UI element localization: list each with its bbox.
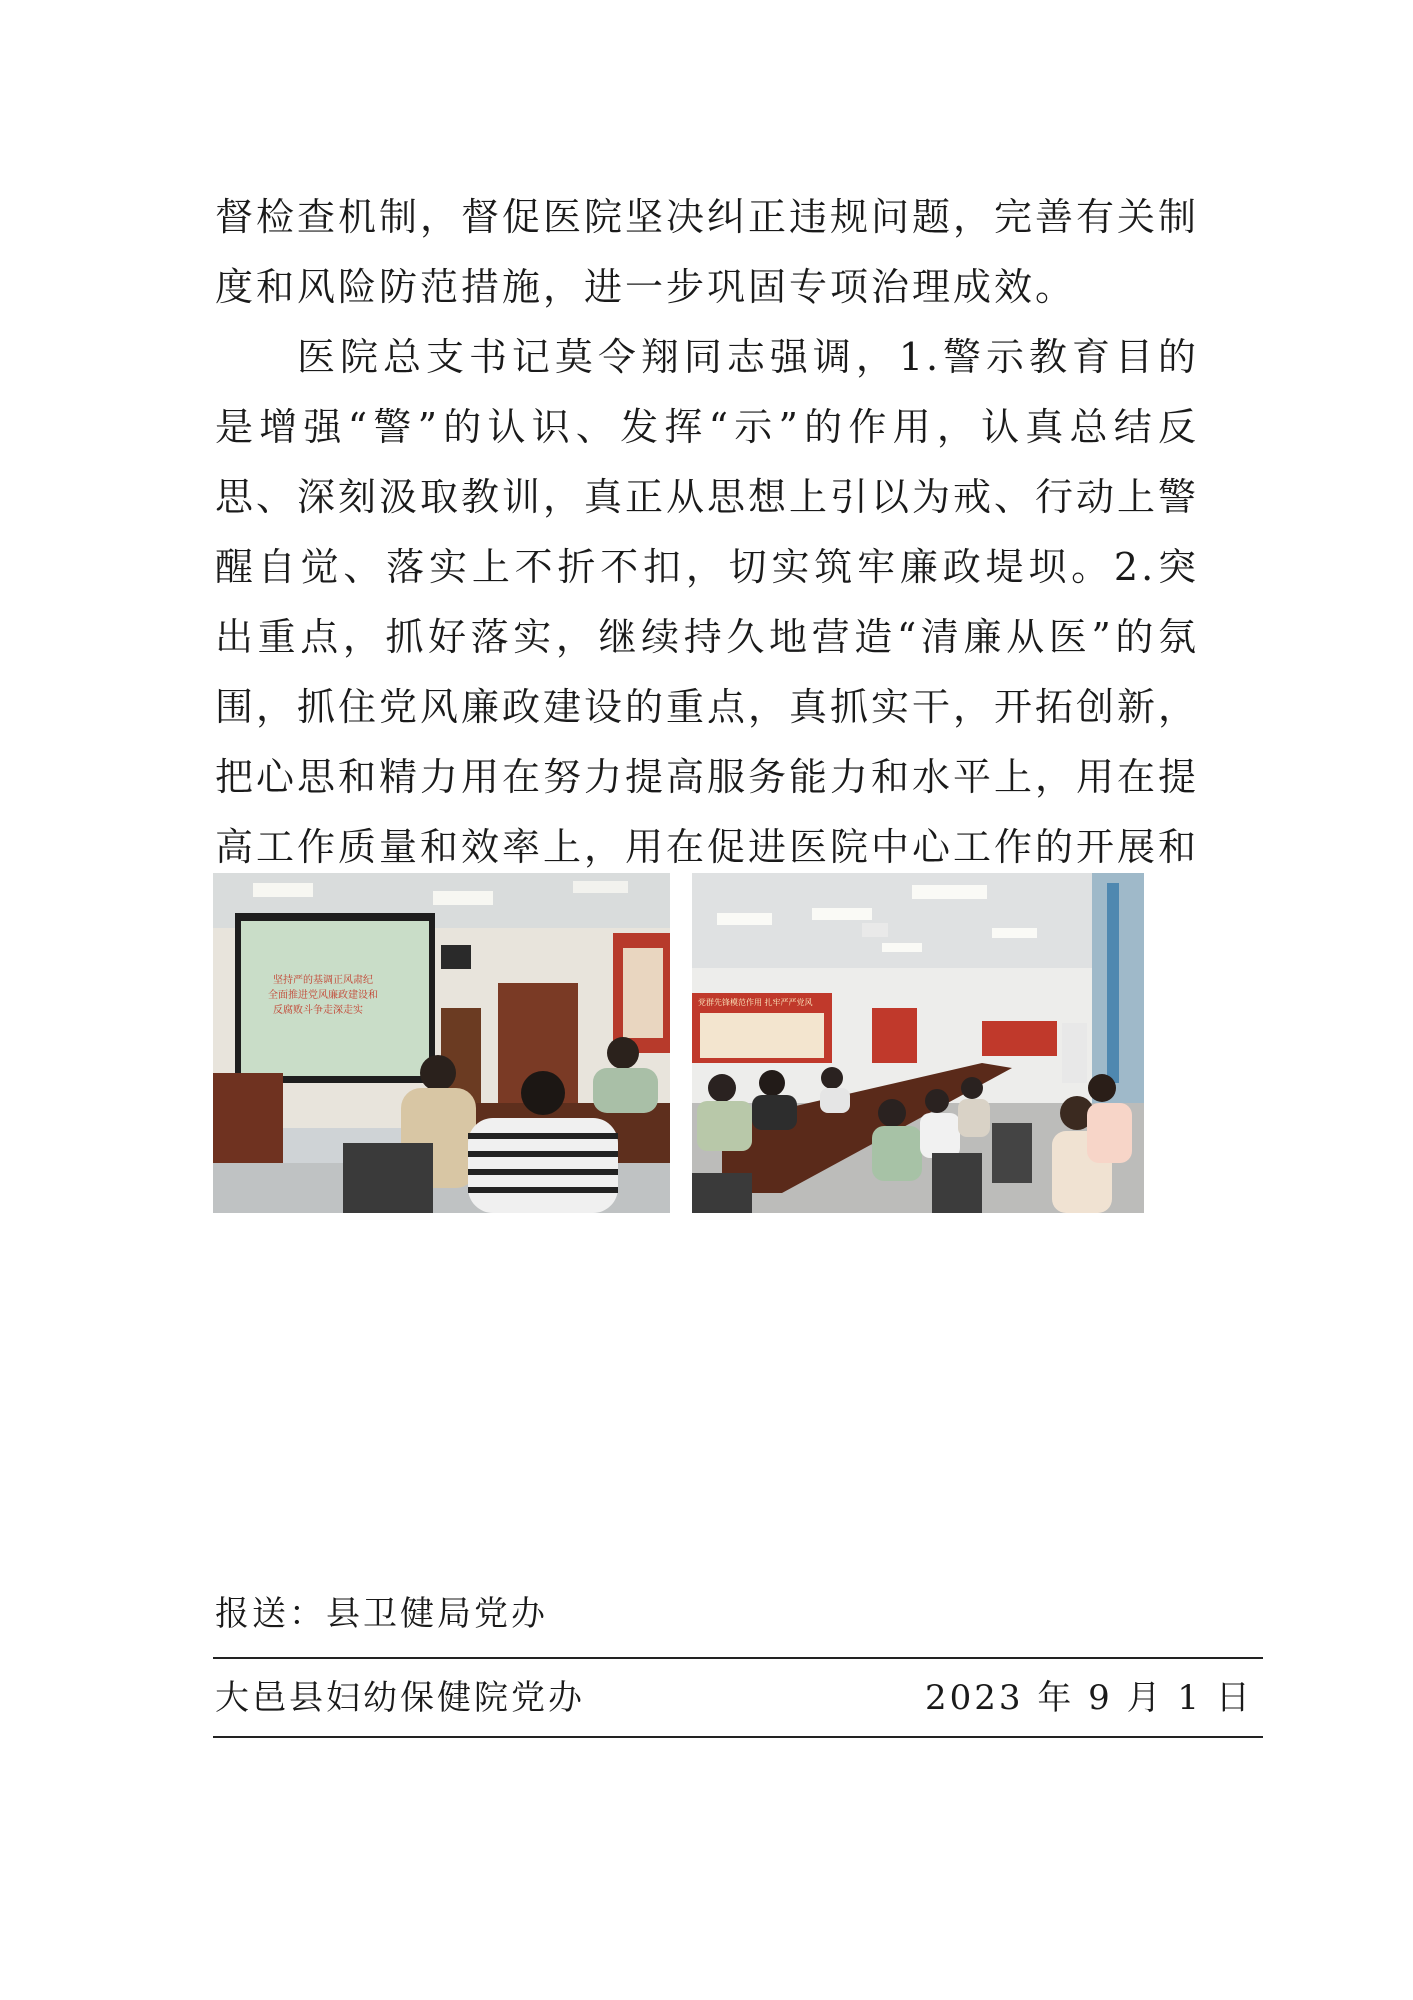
issue-date: 2023 年 9 月 1 日 bbox=[925, 1678, 1253, 1718]
paragraph-2: 医院总支书记莫令翔同志强调，1.警示教育目的是增强“警”的认识、发挥“示”的作用，认真总结反思、深刻汲取教训，真正从思想上引以为戒、行动上警醒自觉、落实上不折不扣，切实筑牢廉政堤坝。2.突出重点，抓好落实，继续持久地营造“清廉从医”的氛围，抓住党风廉政建设的重点，真抓实干，开拓创新，把心思和精力用在努力提高服务能力和水平上，用在提高工作质量和效率上，用在促进医院中心工作的开展和 bbox=[215, 335, 1200, 869]
screen-text-line-1: 坚持严的基调正风肃纪 bbox=[273, 975, 373, 986]
report-to: 报送：县卫健局党办 bbox=[215, 1594, 548, 1634]
meeting-photo-right bbox=[692, 873, 1144, 1213]
body-text bbox=[215, 182, 1199, 952]
footer-rule-top bbox=[213, 1657, 1263, 1659]
paragraph-1: 督检查机制，督促医院坚决纠正违规问题，完善有关制度和风险防范措施，进一步巩固专项治理成效。 bbox=[215, 195, 1200, 309]
meeting-photo-right-image bbox=[692, 873, 1144, 1213]
meeting-photo-left-image bbox=[213, 873, 670, 1213]
screen-text-line-3: 反腐败斗争走深走实 bbox=[273, 1005, 363, 1016]
meeting-photo-left bbox=[213, 873, 670, 1213]
screen-text-line-2: 全面推进党风廉政建设和 bbox=[268, 990, 378, 1001]
banner-text: 党群先锋模范作用 扎牢严严党风 bbox=[698, 998, 813, 1007]
footer-rule-bottom bbox=[213, 1736, 1263, 1738]
issuing-organization: 大邑县妇幼保健院党办 bbox=[215, 1678, 585, 1718]
